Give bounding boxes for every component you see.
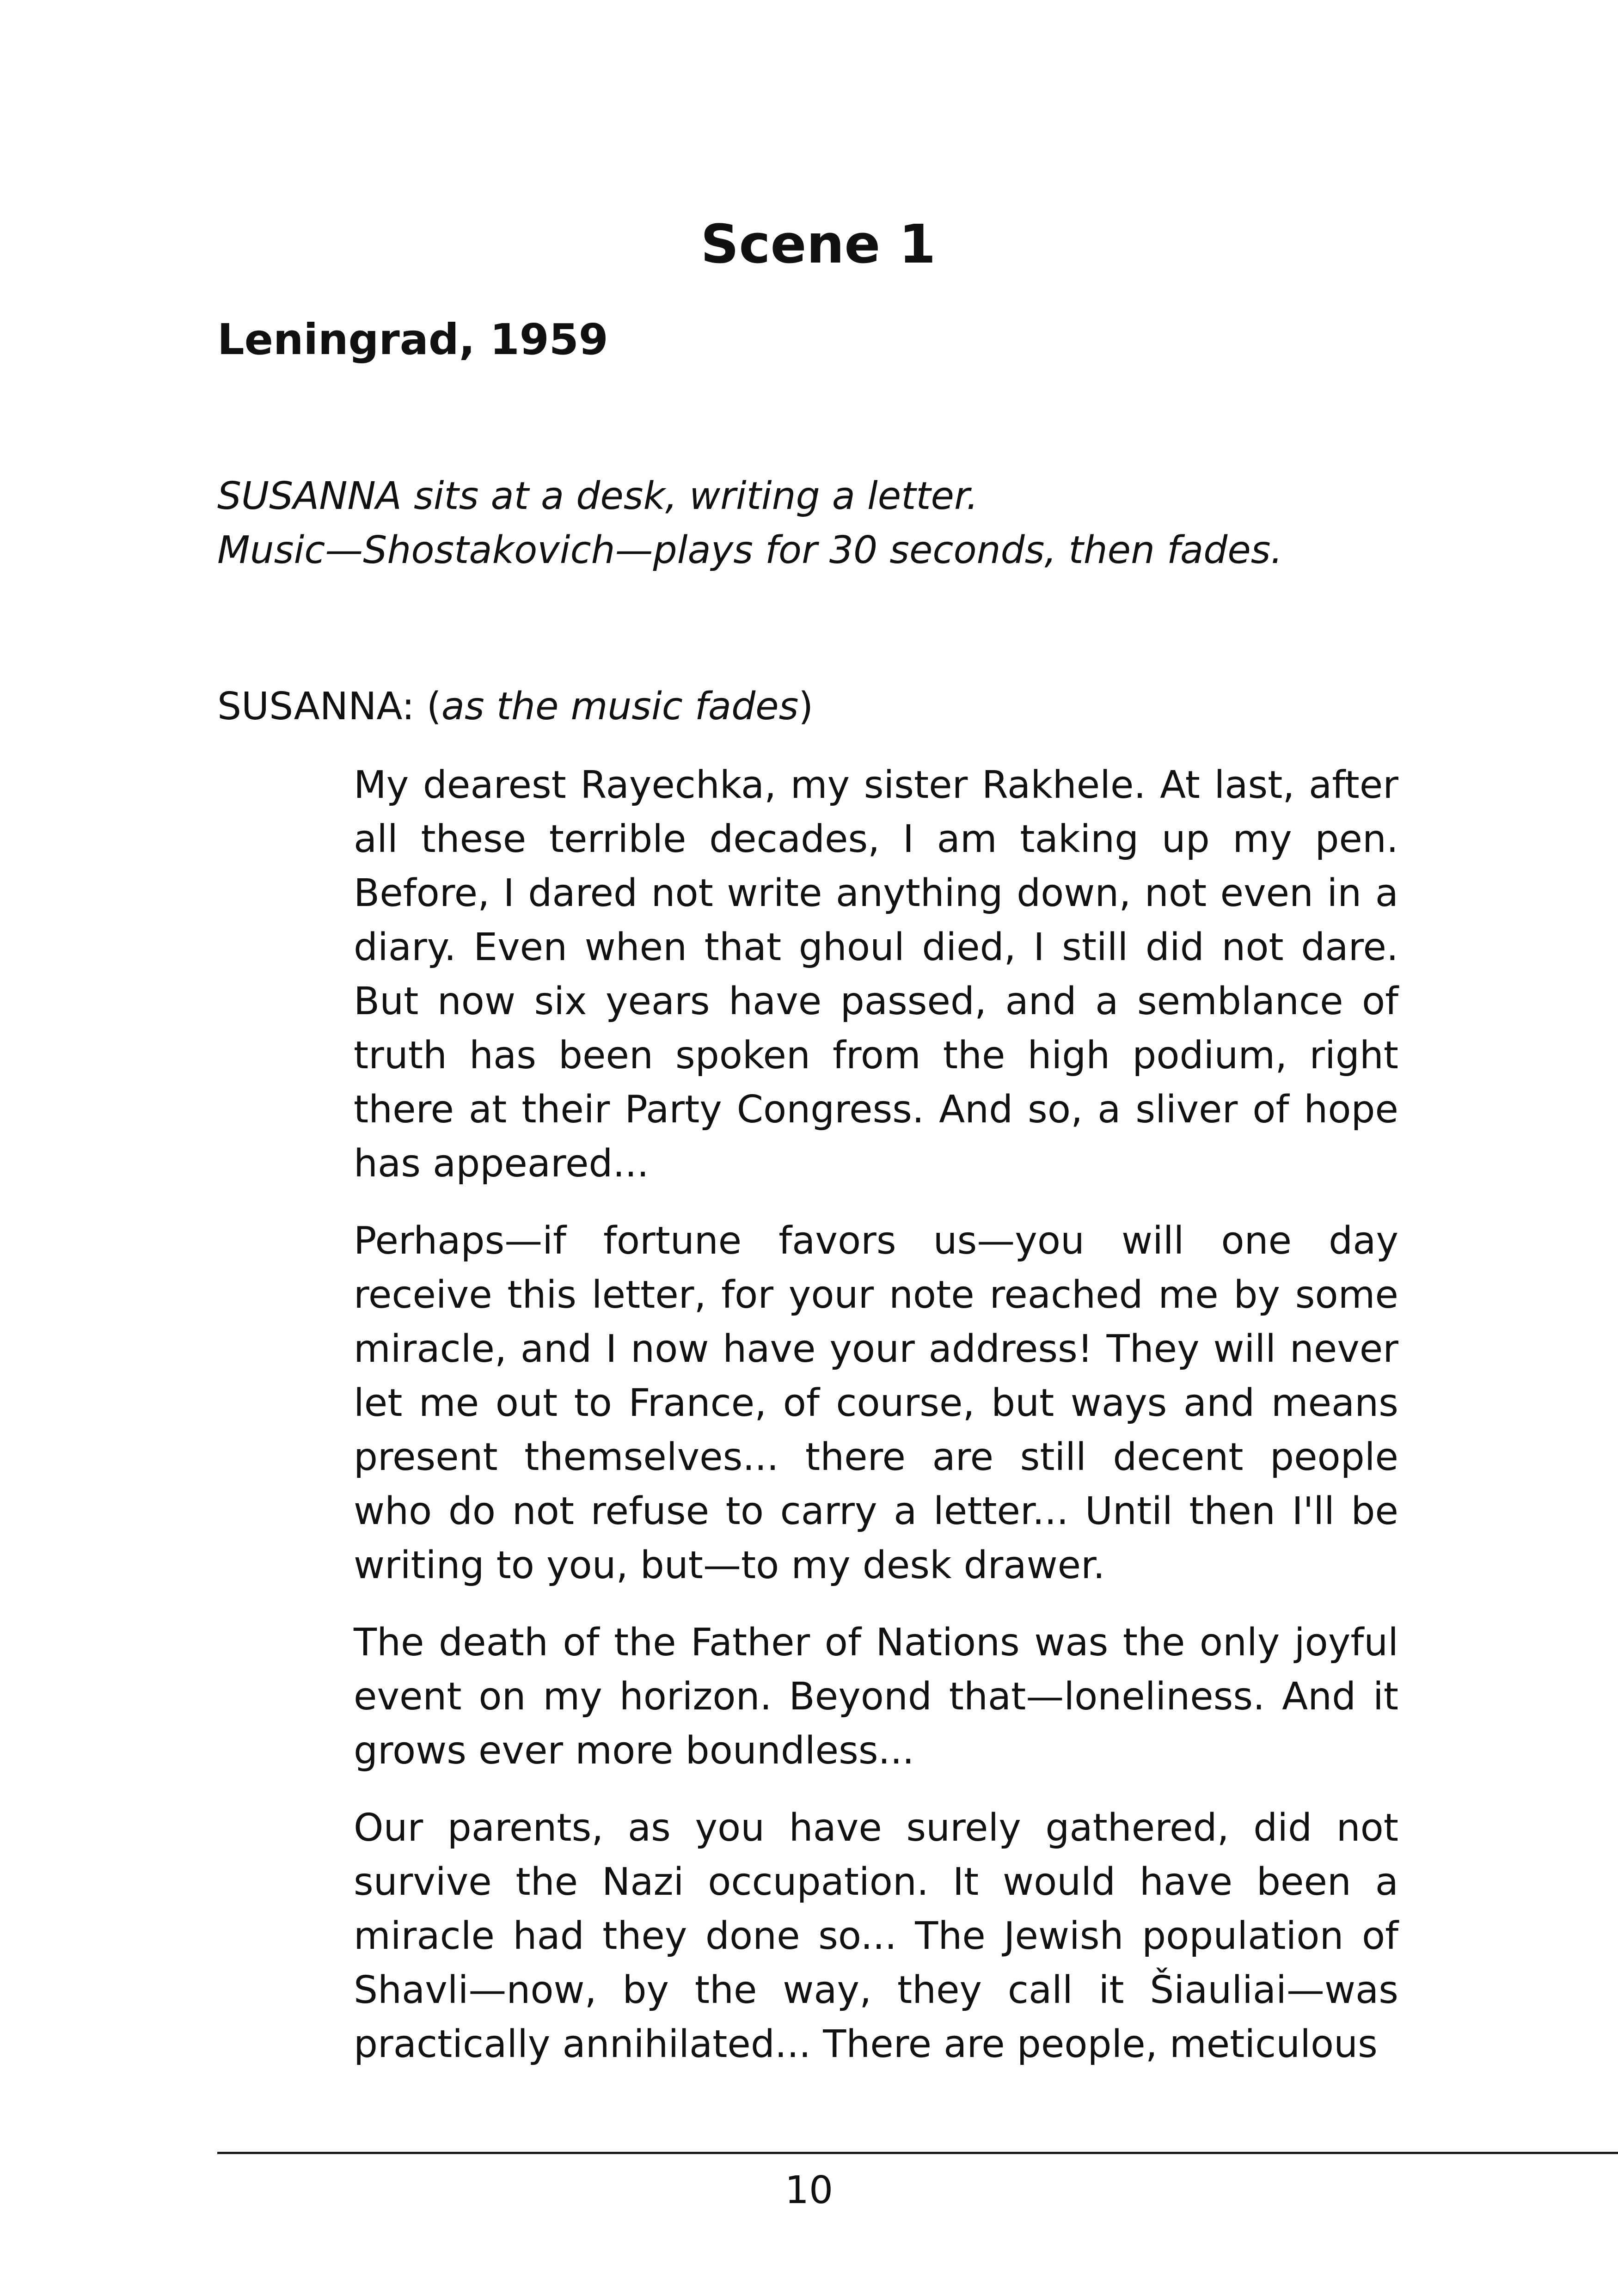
footer-divider bbox=[217, 2152, 1618, 2154]
scene-location: Leningrad, 1959 bbox=[217, 315, 608, 364]
speech-block bbox=[354, 758, 1398, 2094]
scene-title: Scene 1 bbox=[700, 214, 936, 276]
speech-paragraph: The death of the Father of Nations was the only joyful event on my horizon. Beyond that—loneliness. And it grows ever more boundless... bbox=[354, 1621, 1398, 1773]
stage-direction-line: Music—Shostakovich—plays for 30 seconds, then fades. bbox=[217, 528, 1283, 572]
page-number: 10 bbox=[784, 2168, 834, 2212]
speaker-line bbox=[217, 680, 813, 734]
parenthetical-direction: as the music fades bbox=[441, 685, 799, 729]
speech-paragraph: Our parents, as you have surely gathered, did not survive the Nazi occupation. It would have been a miracle had they done so... The Jewish population of Shavli—now, by the way, they call it Šiauliai—was practically annihilated... There are people, meticulous bbox=[354, 1806, 1398, 2066]
open-paren: ( bbox=[426, 685, 441, 729]
stage-direction bbox=[217, 469, 1558, 577]
stage-direction-line: SUSANNA sits at a desk, writing a letter. bbox=[217, 474, 979, 518]
speech-paragraph: My dearest Rayechka, my sister Rakhele. At last, after all these terrible decades, I am taking up my pen. Before, I dared not write anything down, not even in a diary. Even when that ghoul died, I still did not dare. But now six years have passed, and a semblance of truth has been spoken from the high podium, right there at their Party Congress. And so, a sliver of hope has appeared... bbox=[354, 763, 1398, 1186]
speech-paragraph: Perhaps—if fortune favors us—you will one day receive this letter, for your note reached me by some miracle, and I now have your address! They will never let me out to France, of course, but ways and means present themselves... there are still decent people who do not refuse to carry a letter... Until then I'll be writing to you, but—to my desk drawer. bbox=[354, 1219, 1398, 1587]
speaker-name: SUSANNA: bbox=[217, 685, 415, 729]
close-paren: ) bbox=[798, 685, 814, 729]
